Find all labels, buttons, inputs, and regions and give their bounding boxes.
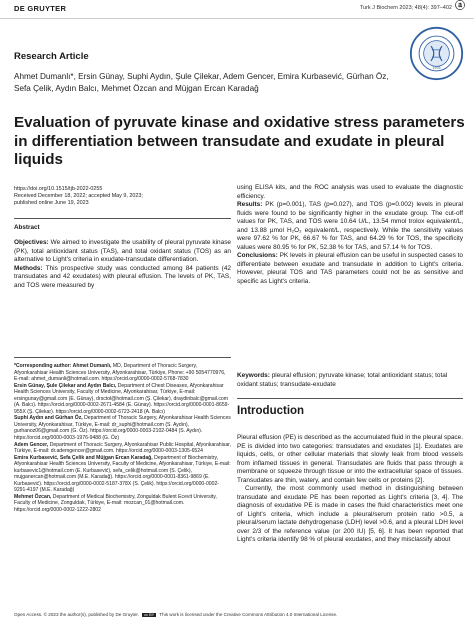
journal-header-bar (0, 0, 474, 19)
open-access-icon: ⓐ (455, 1, 465, 12)
introduction-body (237, 434, 463, 545)
keywords (237, 372, 463, 389)
open-access-notice: Open Access. © 2023 the author(s), published by De Gruyter. (14, 612, 139, 617)
abstract-left-column (14, 239, 231, 290)
publisher-name: DE GRUYTER (14, 4, 67, 13)
methods-text: This prospective study was conducted among 84 patients (42 transudates and 42 exudates) with pleural effusion. The levels of PK, TAS, and TOS were measured by (14, 264, 231, 289)
methods-continued: using ELISA kits, and the ROC analysis was used to evaluate the diagnostic efficiency. (237, 184, 463, 200)
keywords-label: Keywords: (237, 372, 270, 379)
objectives-text: We aimed to investigate the usability of pleural pyruvate kinase (PK), total antioxidant status (TAS), and total oxidant status (TOS) as an alternative to Light's criteria in exudate-transudate differentiation. (14, 239, 231, 263)
conclusions-label: Conclusions: (237, 252, 278, 259)
affiliation-item: Ersin Günay, Şule Çilekar and Aydın Balcı, Department of Chest Diseases, Afyonkarahisar Health Sciences University, Faculty of Medicine, Afyonkarahisar, Türkiye, E-mail: ersingunay@gmail.com (E. Günay), drsctol@hotmail.com (Ş. Çilekar), draydinbalc@gmail.com (A. Balcı). https://orcid.org/0000-0002-2671-4584 (E. Günay). https://orcid.org/0000-0001-8659-955X (Ş. Çilekar). https://orcid.org/0000-0002-6723-2418 (A. Balcı) (14, 382, 230, 415)
society-seal-logo (409, 26, 464, 81)
affiliation-item: Adem Gencer, Department of Thoracic Surgery, Afyonkarahisar Public Hospital, Afyonkarahisar, Türkiye, E-mail: dr.ademgencer@gmail.com. https://orcid.org/0000-0003-1305-6524 (14, 441, 231, 455)
objectives-label: Objectives: (14, 239, 49, 246)
abstract-label: Abstract (14, 224, 40, 231)
author-list: Ahmet Dumanlı*, Ersin Günay, Suphi Aydın, Şule Çilekar, Adem Gencer, Emira Kurbasević, Gürhan Öz, Sefa Çelik, Aydın Balcı, Mehmet Özcan and Müjgan Ercan Karadağ (14, 72, 389, 93)
journal-citation: Turk J Biochem 2023; 48(4): 397–402 (359, 5, 452, 11)
methods-label: Methods: (14, 264, 43, 272)
published-date: published online June 19, 2023 (14, 200, 89, 207)
seal-year: 1976 (432, 66, 441, 71)
article-title: Evaluation of pyruvate kinase and oxidative stress parameters in differentiation between transudate and exudate in pleural liquids (14, 114, 465, 168)
cc-by-badge[interactable]: cc BY (144, 613, 155, 617)
results-text: PK (p=0.001), TAS (p=0.027), and TOS (p=0.002) levels in pleural fluids were found to be significantly higher in the exudate group. The cut-off values for PK, TAS, and TOS were 10.64 U/L, 13.54 mmol trolox equivalent/L, and 13.88 µmol H₂O₂ equivalent/L, respectively. While the sensitivity values were 97.62 % for PK, 66.67 % for TAS, and 64.29 % for TOS, the specificity values were 80.95 % for PK, 52.38 % for TAS, and 57.14 % for TOS. (237, 201, 463, 251)
affiliation-item: *Corresponding author: Ahmet Dumanlı, MD, Department of Thoracic Surgery, Afyonkarahisar Health Sciences University, Afyonkarahisar, Türkiye, Phone: +90 5054770976, E-mail: ahmet_dumanli@hotmail.com. https://orcid.org/0000-0002-5768-7830 (14, 363, 226, 383)
abstract-divider (14, 218, 231, 219)
abstract-right-column (237, 184, 463, 286)
affiliations (14, 363, 231, 514)
conclusions-text: PK levels in pleural effusion can be useful in suspected cases to differentiate between exudate and transudate in addition to Light's criteria. However, pleural TOS and TAS parameters could not be as sensitive and specific as Light's criteria. (237, 252, 464, 285)
affiliation-item: Emira Kurbasević, Sefa Çelik and Müjgan Ercan Karadağ, Department of Biochemistry, Afyonkarahisar Health Sciences University, Faculty of Medicine, Afyonkarahisar, Türkiye, E-mail: kurbasevic1@hotmail.com (E. Kurbasević), sefa_celik@hotmail.com (S. Çelik), mujganercan@hotmail.com (M.E. Karadağ). https://orcid.org/0000-0001-8361-9869 (E. Kurbasević). https://orcid.org/0000-0002-5187-378X (S. Çelik). https://orcid.org/0000-0002-9291-4197 (M.E. Karadağ) (14, 454, 231, 494)
doi-link[interactable]: https://doi.org/10.1515/tjb-2022-0255 (14, 186, 103, 192)
affiliation-divider (14, 357, 231, 358)
intro-paragraph-1: Pleural effusion (PE) is described as the accumulated fluid in the pleural space. PE is divided into two categories: transudates and exudates [1]. Exudates are liquids, cells, or other cellular materials that slowly leak from blood vessels from inflamed tissues in general. Transudates are fluids that pass through a membrane or squeeze through tissue or into the extracellular space of tissues. Transudates are thin, watery, and contain few cells or proteins [2]. (237, 434, 463, 484)
license-footer (14, 612, 464, 617)
affiliation-item: Mehmet Özcan, Department of Medical Biochemistry, Zonguldak Bulent Ecevit University, Faculty of Medicine, Zonguldak, Türkiye, E-mail: mozcan_01@hotmail.com. https://orcid.org/0000-0002-1222-2802 (14, 493, 217, 514)
affiliation-item: Suphi Aydın and Gürhan Öz, Department of Thoracic Surgery, Afyonkarahisar Health Sciences University, Afyonkarahisar, Türkiye, E-mail: dr_suphi@hotmail.com (S. Aydın), gurhanoz06@gmail.com (G. Öz). https://orcid.org/0000-0003-2102-0484 (S. Aydın). https://orcid.org/0000-0003-1976-9488 (G. Öz) (14, 415, 231, 442)
article-type: Research Article (14, 51, 89, 62)
results-label: Results: (237, 201, 263, 208)
license-text: This work is licensed under the Creative Commons Attribution 4.0 International License. (159, 612, 338, 617)
intro-paragraph-2: Currently, the most commonly used method in distinguishing between transudate and exudate PE has been reported as Light's criteria [3, 4]. The diagnosis of exudative PE is made in cases the fluid characteristics meet one of Light's criteria, which include a pleural/serum protein ratio >0.5, a pleural/serum lactate dehydrogenase (LDH) level >0.6, and a pleural LDH level over 2/3 of the reference value (or 200 IU) [5, 6]. It has been reported that Light's criteria identify 98 % of pleural exudates, and they misclassify about (237, 485, 463, 543)
introduction-heading: Introduction (237, 405, 305, 417)
keywords-divider (237, 398, 463, 399)
keywords-text: pleural effusion; pyruvate kinase; total antioxidant status; total oxidant status; transudate-exudate (237, 372, 448, 388)
article-metadata (14, 186, 234, 208)
received-dates: Received December 18, 2022; accepted May 9, 2023; (14, 193, 143, 200)
